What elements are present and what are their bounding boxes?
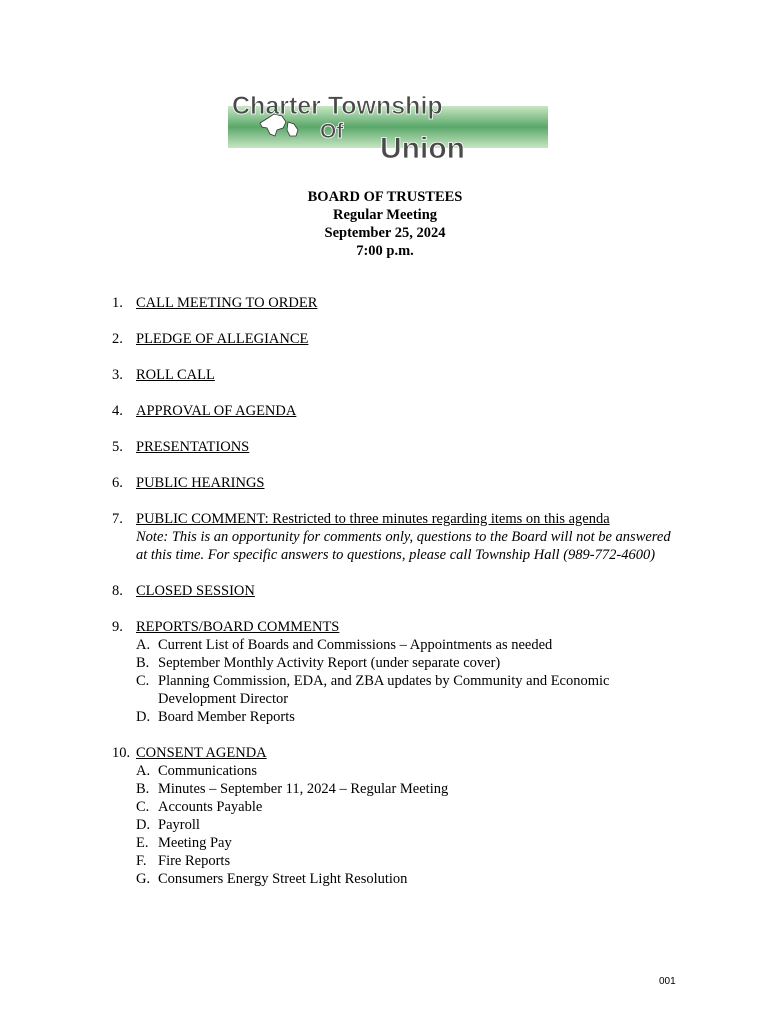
meeting-type: Regular Meeting <box>332 207 438 223</box>
sub-item-letter: D. <box>136 709 151 725</box>
sub-item <box>136 834 672 852</box>
meeting-time: 7:00 p.m. <box>356 243 414 259</box>
sub-item-letter: A. <box>136 637 151 653</box>
sub-item-letter: B. <box>136 781 150 797</box>
sub-item <box>136 672 672 708</box>
agenda-item-3 <box>112 366 672 384</box>
agenda-item-1 <box>112 294 672 312</box>
sub-item-list <box>112 762 672 888</box>
agenda-item-6 <box>112 474 672 492</box>
item-title: CLOSED SESSION <box>136 583 255 599</box>
item-number: 3. <box>112 367 123 383</box>
township-logo <box>228 92 548 162</box>
sub-item-letter: A. <box>136 763 151 779</box>
agenda-item-9 <box>112 618 672 726</box>
logo-line1: Charter Township <box>232 92 443 120</box>
agenda-item-5 <box>112 438 672 456</box>
logo-graphic <box>228 92 548 162</box>
item-title: APPROVAL OF AGENDA <box>136 403 297 419</box>
sub-item <box>136 636 672 654</box>
sub-item-list <box>112 636 672 726</box>
sub-item-letter: G. <box>136 871 151 887</box>
item-number: 2. <box>112 331 123 347</box>
sub-item-text: Current List of Boards and Commissions – Appointments as needed <box>158 637 553 653</box>
item-number: 1. <box>112 295 123 311</box>
sub-item-text: Payroll <box>158 817 200 833</box>
sub-item-text: September Monthly Activity Report (under separate cover) <box>158 655 501 671</box>
item-title: ROLL CALL <box>136 367 215 383</box>
sub-item-text: Minutes – September 11, 2024 – Regular Meeting <box>158 781 449 797</box>
logo-line2: Of <box>320 120 344 143</box>
item-number: 6. <box>112 475 123 491</box>
sub-item-text: Meeting Pay <box>158 835 232 851</box>
sub-item-text: Consumers Energy Street Light Resolution <box>158 871 408 887</box>
sub-item <box>136 762 672 780</box>
logo-line3: Union <box>380 132 465 162</box>
sub-item <box>136 852 672 870</box>
agenda-item-7 <box>112 510 672 564</box>
sub-item-letter: E. <box>136 835 149 851</box>
sub-item <box>136 654 672 672</box>
sub-item-letter: B. <box>136 655 150 671</box>
item-number: 4. <box>112 403 123 419</box>
sub-item-text: Accounts Payable <box>158 799 263 815</box>
item-title: PRESENTATIONS <box>136 439 250 455</box>
agenda-item-2 <box>112 330 672 348</box>
board-title: BOARD OF TRUSTEES <box>307 189 463 205</box>
agenda-list <box>112 294 672 906</box>
item-number: 9. <box>112 619 123 635</box>
sub-item-text: Communications <box>158 763 258 779</box>
agenda-item-8 <box>112 582 672 600</box>
sub-item <box>136 708 672 726</box>
sub-item-letter: D. <box>136 817 151 833</box>
sub-item-letter: C. <box>136 799 150 815</box>
sub-item <box>136 816 672 834</box>
page-number: 001 <box>659 976 676 987</box>
sub-item <box>136 870 672 888</box>
meeting-header <box>0 188 770 260</box>
item-title: REPORTS/BOARD COMMENTS <box>136 619 340 635</box>
public-comment-note: Note: This is an opportunity for comments only, questions to the Board will not be answered at this time. For specific answers to questions, please call Township Hall (989-772-4600) <box>136 529 671 563</box>
meeting-date: September 25, 2024 <box>324 225 446 241</box>
item-title: PLEDGE OF ALLEGIANCE <box>136 331 309 347</box>
item-title: CALL MEETING TO ORDER <box>136 295 318 311</box>
item-number: 8. <box>112 583 123 599</box>
sub-item-text: Planning Commission, EDA, and ZBA updates by Community and Economic Development Director <box>158 673 610 707</box>
item-number: 10. <box>112 745 131 761</box>
agenda-item-10 <box>112 744 672 888</box>
sub-item-letter: F. <box>136 853 147 869</box>
sub-item-text: Board Member Reports <box>158 709 295 725</box>
item-number: 5. <box>112 439 123 455</box>
item-title: PUBLIC HEARINGS <box>136 475 265 491</box>
sub-item <box>136 780 672 798</box>
sub-item <box>136 798 672 816</box>
sub-item-text: Fire Reports <box>158 853 231 869</box>
sub-item-letter: C. <box>136 673 150 689</box>
agenda-item-4 <box>112 402 672 420</box>
item-title: PUBLIC COMMENT: Restricted to three minutes regarding items on this agenda <box>136 511 610 527</box>
item-title: CONSENT AGENDA <box>136 745 267 761</box>
item-number: 7. <box>112 511 123 527</box>
